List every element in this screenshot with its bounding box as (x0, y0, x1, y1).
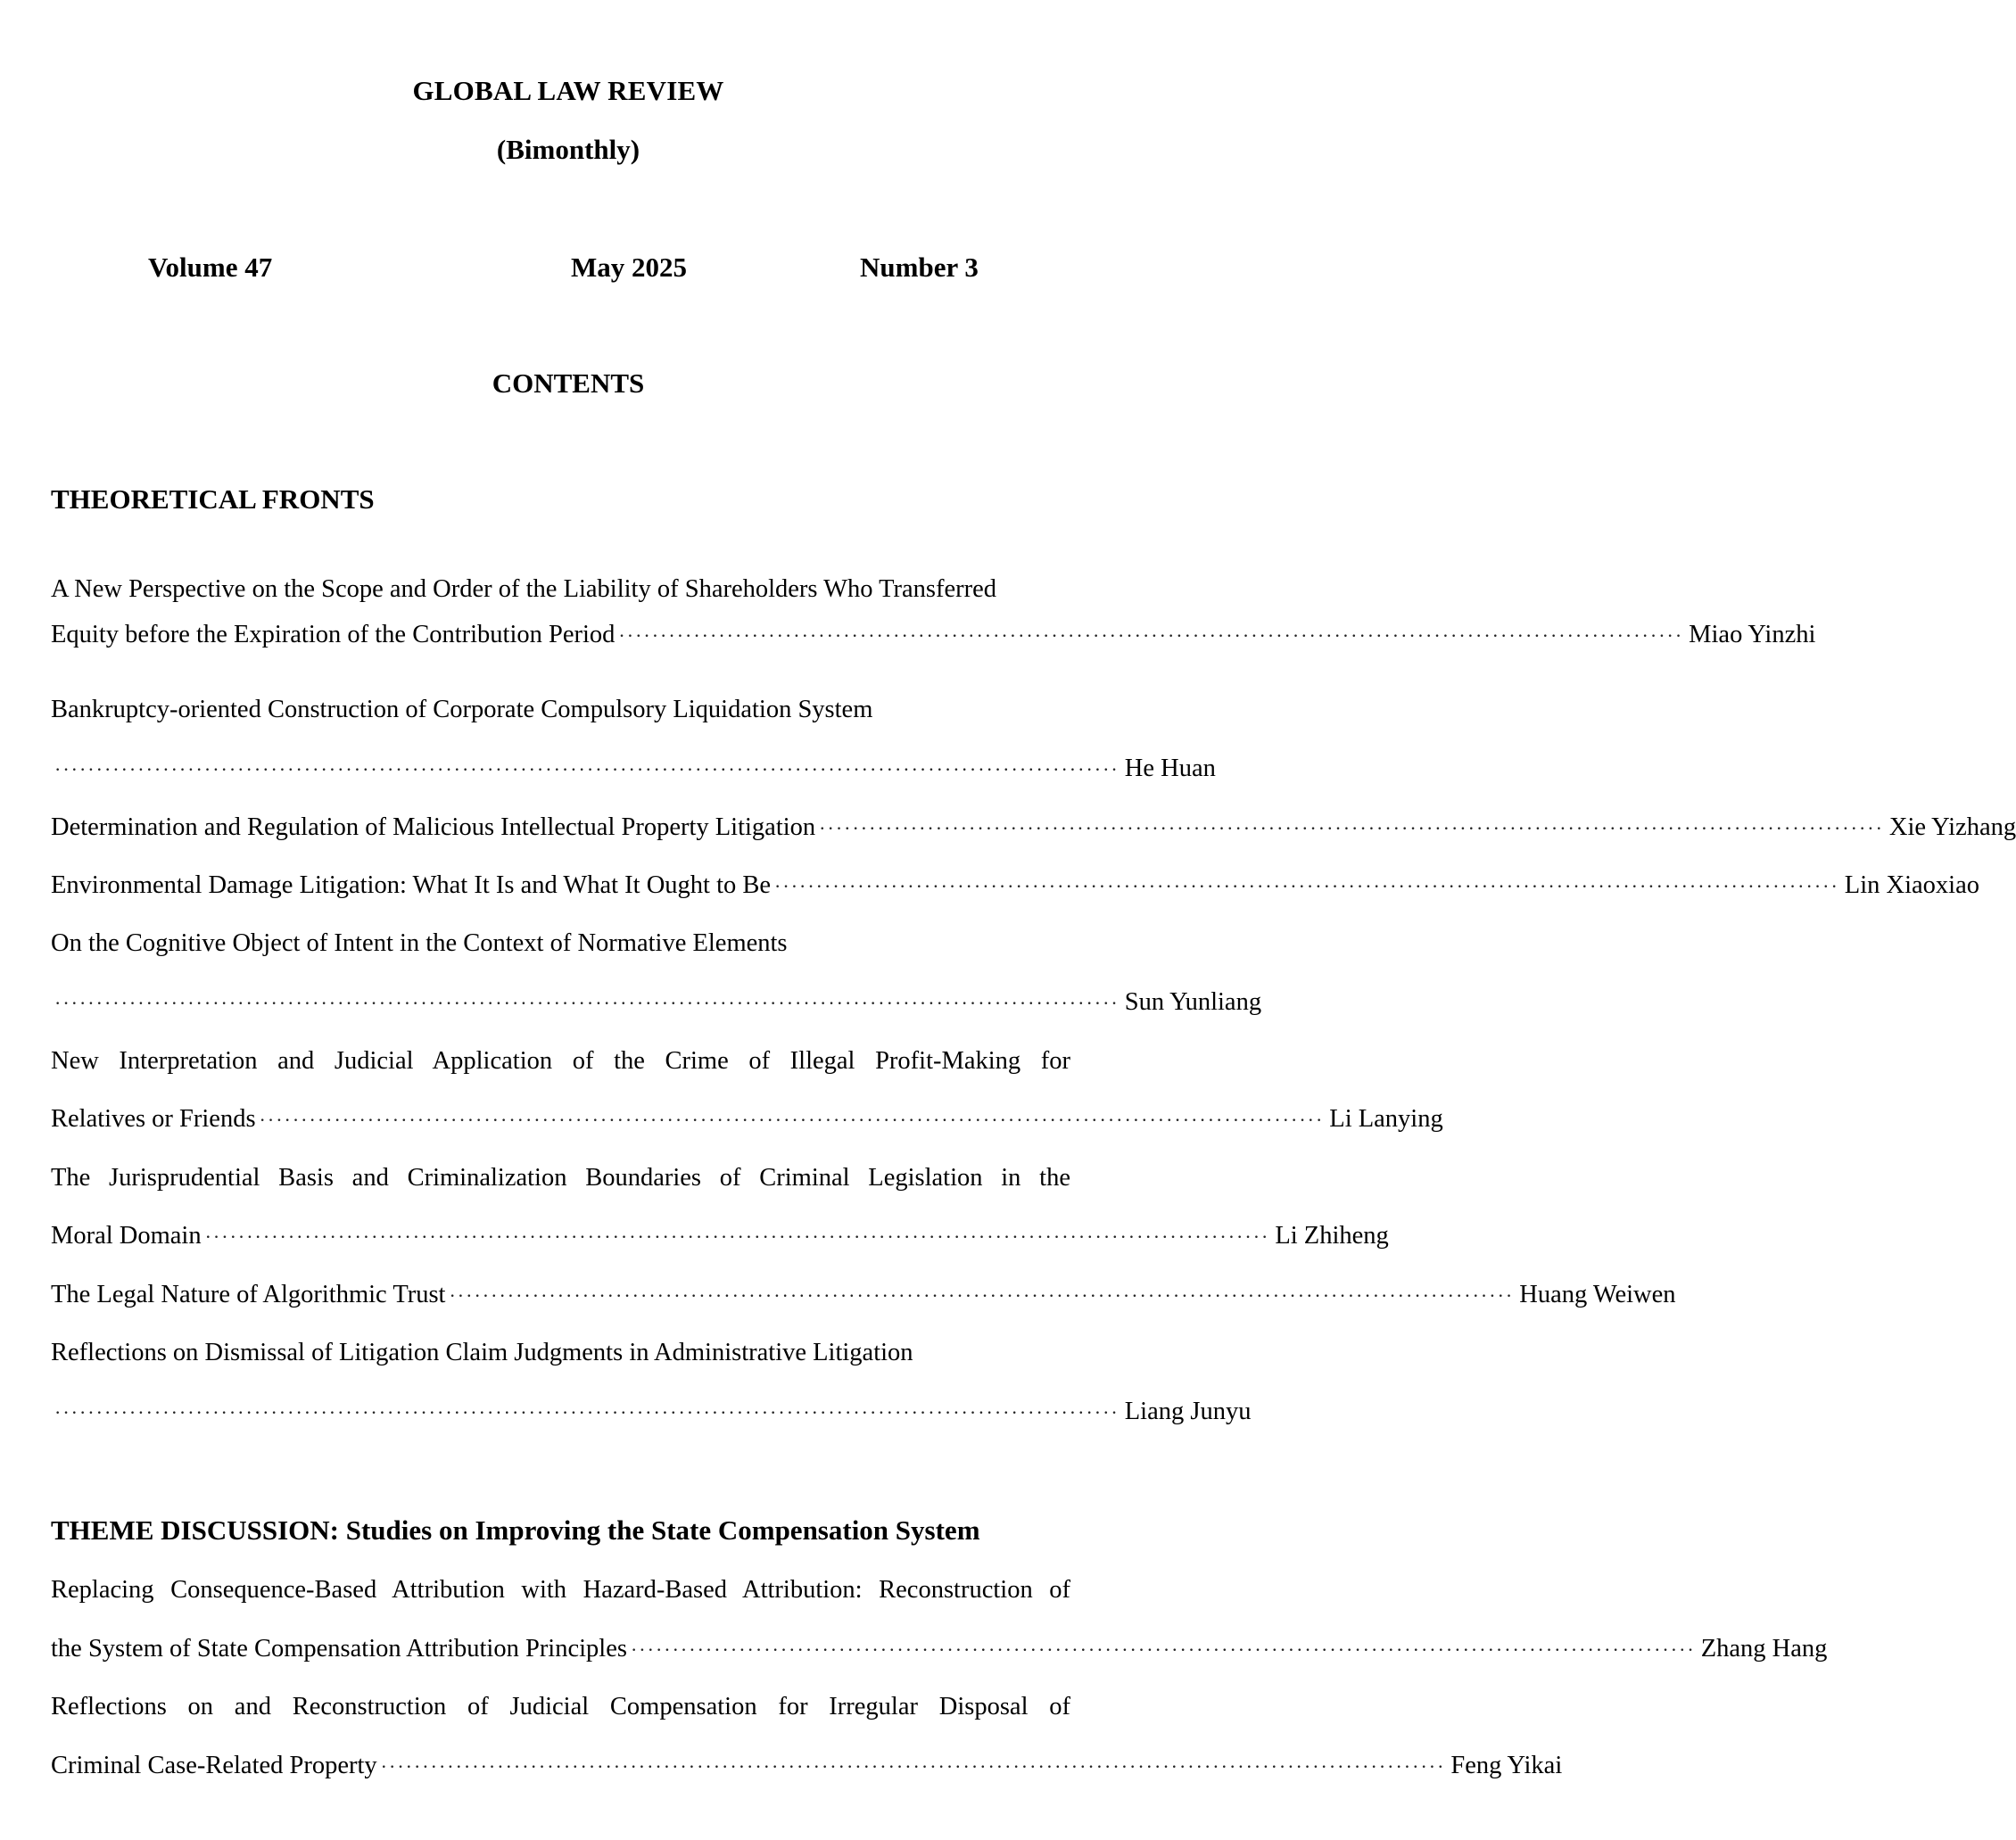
dot-leader: ································································································································ (54, 992, 1120, 1014)
dot-leader: ································································································································ (380, 1755, 1446, 1778)
toc-title-line: the System of State Compensation Attribution Principles (51, 1635, 627, 1663)
toc-entry[interactable] (51, 1102, 1443, 1137)
toc-author: Feng Yikai (1450, 1752, 1563, 1779)
dot-leader: ································································································································ (630, 1638, 1696, 1661)
toc-title-line: Replacing Consequence-Based Attribution with Hazard-Based Attribution: Reconstruction of (51, 1576, 1070, 1604)
dot-leader: ································································································································ (204, 1225, 1270, 1248)
toc-title-line: Determination and Regulation of Malicious Intellectual Property Litigation (51, 813, 816, 841)
toc-title-line: Bankruptcy-oriented Construction of Corporate Compulsory Liquidation System (51, 696, 873, 723)
journal-title: GLOBAL LAW REVIEW (412, 75, 724, 106)
volume-label: Volume 47 (148, 252, 273, 283)
section-heading-theme-discussion: THEME DISCUSSION: Studies on Improving the State Compensation System (51, 1514, 980, 1546)
toc-title-line: The Jurisprudential Basis and Criminalization Boundaries of Criminal Legislation in the (51, 1164, 1070, 1192)
dot-leader: ································································································································ (774, 875, 1839, 897)
toc-entry[interactable] (51, 1748, 1563, 1784)
toc-author: Xie Yizhang (1888, 813, 2016, 841)
issue-date: May 2025 (571, 252, 688, 283)
toc-author: Liang Junyu (1124, 1398, 1252, 1425)
dot-leader: ································································································································ (54, 758, 1120, 780)
toc-title-line: Equity before the Expiration of the Contribution Period (51, 621, 616, 648)
toc-title-line: Moral Domain (51, 1222, 202, 1250)
toc-title-line: Environmental Damage Litigation: What It Is and What It Ought to Be (51, 871, 772, 899)
toc-title-line: A New Perspective on the Scope and Order of the Liability of Shareholders Who Transferred (51, 575, 997, 603)
toc-title-line: Relatives or Friends (51, 1105, 256, 1133)
toc-entry[interactable] (51, 810, 2016, 846)
contents-heading: CONTENTS (492, 367, 645, 399)
toc-title-line: Reflections on and Reconstruction of Judicial Compensation for Irregular Disposal of (51, 1693, 1070, 1720)
toc-entry[interactable] (51, 751, 1216, 787)
issue-number: Number 3 (860, 252, 979, 283)
dot-leader: ································································································································ (618, 624, 1684, 647)
toc-entry[interactable] (51, 1218, 1389, 1254)
toc-author: He Huan (1124, 755, 1216, 782)
dot-leader: ································································································································ (819, 817, 1884, 839)
toc-author: Li Zhiheng (1275, 1222, 1389, 1250)
toc-author: Li Lanying (1329, 1105, 1443, 1133)
toc-author: Huang Weiwen (1519, 1281, 1676, 1308)
toc-entry[interactable] (51, 868, 1979, 903)
toc-title-line: On the Cognitive Object of Intent in the Context of Normative Elements (51, 929, 788, 957)
toc-entry[interactable] (51, 617, 1816, 653)
toc-author: Zhang Hang (1700, 1635, 1828, 1663)
toc-title-line: The Legal Nature of Algorithmic Trust (51, 1281, 446, 1308)
section-heading-theoretical-fronts: THEORETICAL FRONTS (51, 483, 375, 515)
toc-title-line: New Interpretation and Judicial Application of the Crime of Illegal Profit-Making for (51, 1047, 1070, 1075)
toc-entry[interactable] (51, 1277, 1676, 1313)
dot-leader: ································································································································ (259, 1109, 1325, 1131)
dot-leader: ································································································································ (54, 1401, 1120, 1423)
toc-title-line: Reflections on Dismissal of Litigation Claim Judgments in Administrative Litigation (51, 1339, 913, 1366)
journal-frequency: (Bimonthly) (496, 134, 640, 165)
toc-author: Sun Yunliang (1124, 988, 1262, 1016)
toc-title-line: Criminal Case-Related Property (51, 1752, 377, 1779)
toc-entry[interactable] (51, 985, 1262, 1020)
toc-author: Lin Xiaoxiao (1844, 871, 1979, 899)
toc-entry[interactable] (51, 1394, 1252, 1430)
toc-entry[interactable] (51, 1631, 1828, 1667)
dot-leader: ································································································································ (449, 1284, 1515, 1307)
toc-author: Miao Yinzhi (1689, 621, 1816, 648)
